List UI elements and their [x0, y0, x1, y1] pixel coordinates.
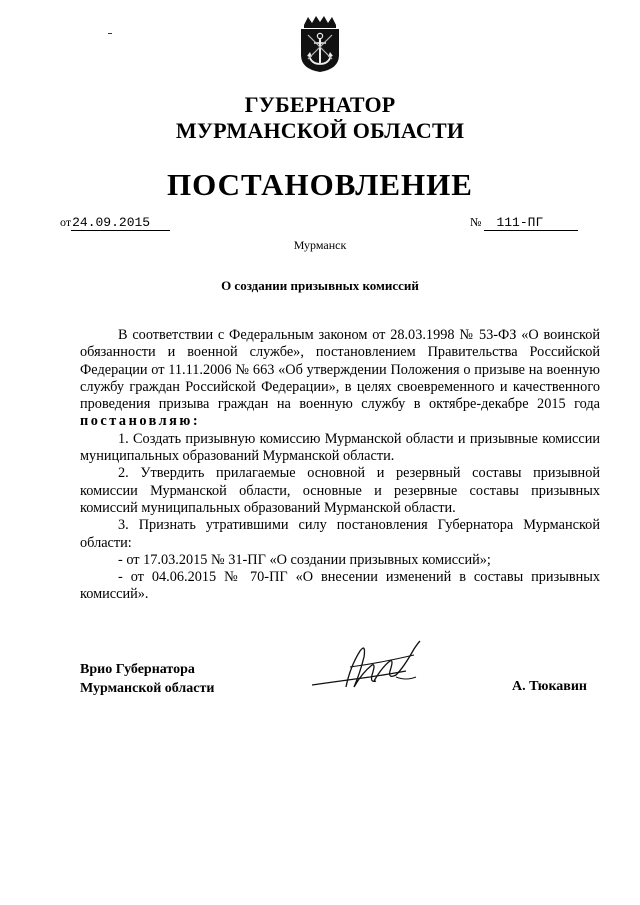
preamble-paragraph [80, 327, 600, 431]
preamble-text: В соответствии с Федеральным законом от 28.03.1998 № 53-ФЗ «О воинской обязанности и военной службе», постановлением Правительства Российской Федерации от 11.11.2006 № 663 «Об утверждении Положения о призыве на военную службу граждан Российской Федерации», в целях своевременного и качественного проведения призыва граждан на военную службу в октябре-декабре 2015 года [80, 327, 600, 413]
document-body [80, 327, 600, 604]
document-subject: О создании призывных комиссий [221, 278, 419, 293]
decree-word: постановляю: [80, 413, 201, 430]
item-3-a: - от 17.03.2015 № 31-ПГ «О создании призывных комиссий»; [118, 551, 491, 568]
issuing-authority [0, 92, 640, 144]
item-3-b: - от 04.06.2015 № 70-ПГ «О внесении изменений в составы призывных комиссий». [80, 569, 600, 603]
position-line-2: Мурманской области [80, 681, 215, 696]
handwritten-signature [310, 637, 440, 697]
scan-mark [108, 33, 112, 34]
item-3: 3. Признать утратившими силу постановления Губернатора Мурманской области: [80, 517, 600, 551]
signatory-name: А. Тюкавин [512, 679, 587, 694]
number-value: 111-ПГ [484, 215, 578, 231]
document-date [60, 215, 170, 231]
org-line-2: МУРМАНСКОЙ ОБЛАСТИ [175, 118, 465, 143]
position-line-1: Врио Губернатора [80, 662, 195, 677]
date-value: 24.09.2015 [71, 215, 170, 231]
city: Мурманск [293, 238, 347, 252]
document-type-title: ПОСТАНОВЛЕНИЕ [167, 167, 473, 202]
item-1: 1. Создать призывную комиссию Мурманской области и призывные комиссии муниципальных образований Мурманской области. [80, 430, 600, 465]
date-prefix: от [60, 215, 72, 229]
coat-of-arms-icon [298, 15, 342, 73]
item-2: 2. Утвердить прилагаемые основной и резервный составы призывной комиссии Мурманской области, основные и резервные составы призывных комиссий муниципальных образований Мурманской области. [80, 465, 600, 516]
document-number [470, 215, 578, 231]
number-prefix: № [470, 215, 482, 229]
signatory-position [80, 660, 214, 698]
org-line-1: ГУБЕРНАТОР [244, 92, 396, 117]
